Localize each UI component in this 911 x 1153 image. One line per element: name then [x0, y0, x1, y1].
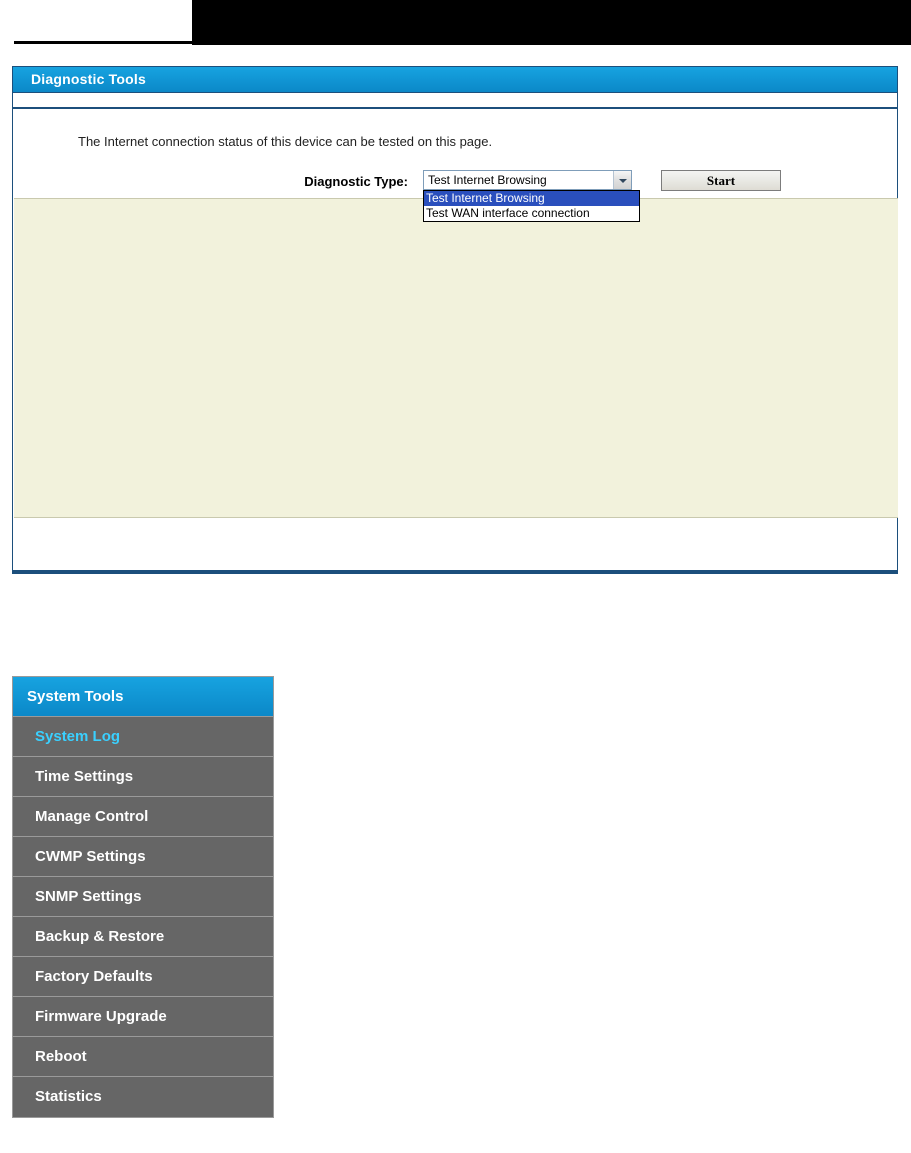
- panel-description: The Internet connection status of this device can be tested on this page.: [78, 134, 493, 149]
- sidebar-item-firmware-upgrade[interactable]: Firmware Upgrade: [13, 997, 273, 1037]
- sidebar-item-backup-restore[interactable]: Backup & Restore: [13, 917, 273, 957]
- diagnostic-result-textarea[interactable]: [14, 198, 898, 518]
- sidebar-item-system-tools[interactable]: System Tools: [13, 677, 273, 717]
- sidebar-item-statistics[interactable]: Statistics: [13, 1077, 273, 1117]
- panel-bottom-rule: [13, 570, 897, 573]
- diagnostic-type-options-list[interactable]: [423, 190, 640, 222]
- diagnostic-type-option-wan-interface[interactable]: Test WAN interface connection: [426, 206, 590, 220]
- diagnostic-type-select[interactable]: [423, 170, 632, 190]
- panel-title-bar: [13, 67, 897, 93]
- page-header-band: [0, 0, 911, 46]
- header-black-bar: [192, 0, 911, 45]
- sidebar-item-factory-defaults[interactable]: Factory Defaults: [13, 957, 273, 997]
- diagnostic-type-row: [13, 170, 897, 220]
- system-tools-menu: [12, 676, 274, 1118]
- diagnostic-type-label: Diagnostic Type:: [304, 174, 408, 189]
- sidebar-item-time-settings[interactable]: Time Settings: [13, 757, 273, 797]
- sidebar-item-reboot[interactable]: Reboot: [13, 1037, 273, 1077]
- panel-title-divider: [13, 107, 897, 109]
- chevron-down-icon[interactable]: [613, 171, 631, 189]
- page-title: Diagnostic Tools: [31, 71, 146, 87]
- sidebar-item-system-log[interactable]: System Log: [13, 717, 273, 757]
- sidebar-item-manage-control[interactable]: Manage Control: [13, 797, 273, 837]
- sidebar-item-cwmp-settings[interactable]: CWMP Settings: [13, 837, 273, 877]
- diagnostic-type-selected-value: Test Internet Browsing: [428, 173, 547, 187]
- start-button[interactable]: Start: [661, 170, 781, 191]
- diagnostic-tools-panel: [12, 66, 898, 574]
- sidebar-item-snmp-settings[interactable]: SNMP Settings: [13, 877, 273, 917]
- diagnostic-type-option-internet-browsing[interactable]: Test Internet Browsing: [424, 191, 639, 206]
- header-left-rule: [14, 41, 192, 44]
